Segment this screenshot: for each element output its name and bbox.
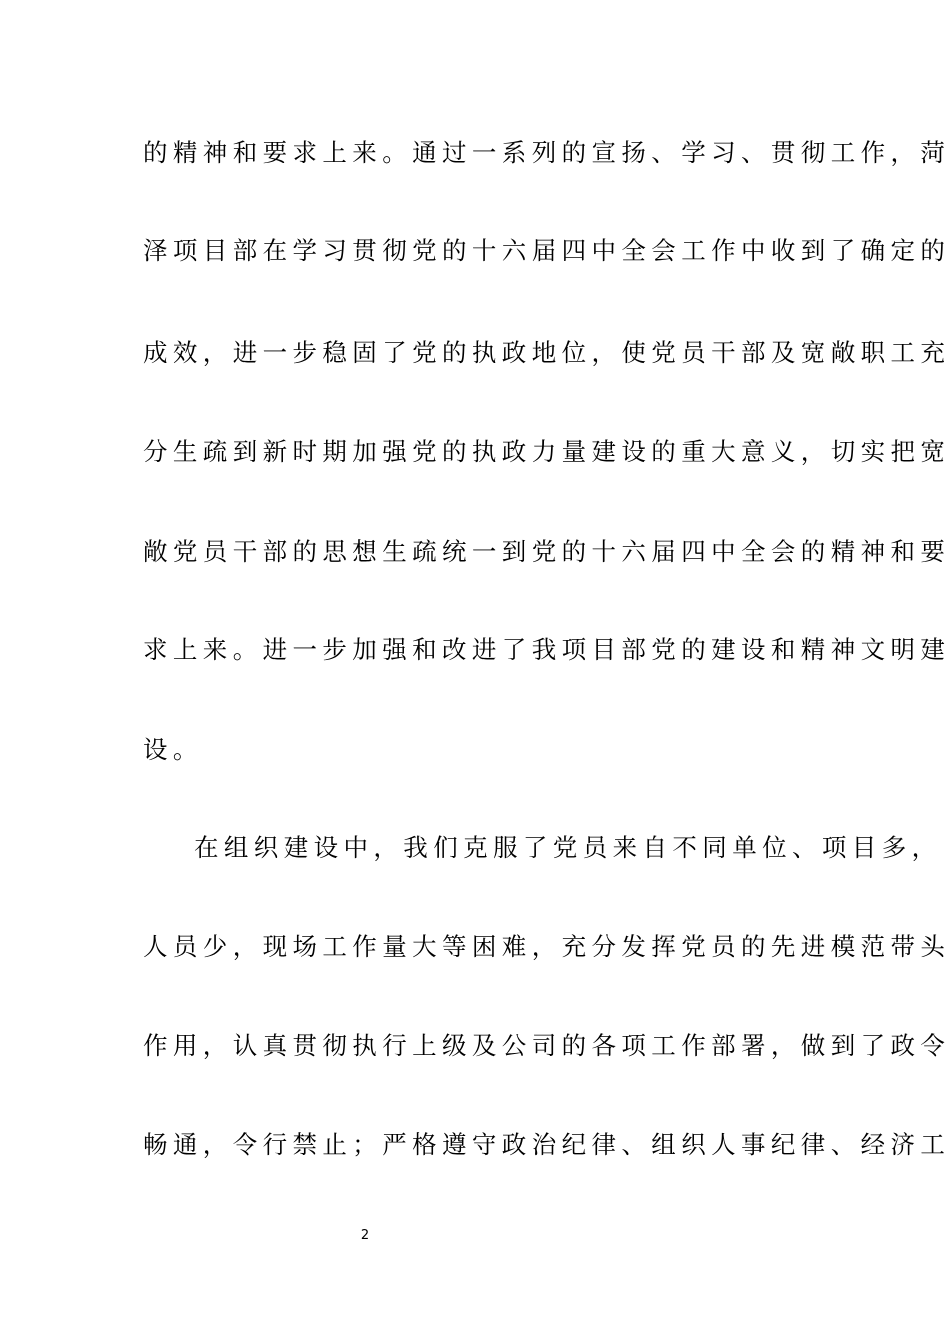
page-number: 2 <box>360 1228 370 1243</box>
text-line: 人员少，现场工作量大等困难，充分发挥党员的先进模范带头 <box>143 932 950 961</box>
text-line: 畅通，令行禁止；严格遵守政治纪律、组织人事纪律、经济工 <box>143 1130 950 1159</box>
text-line: 成效，进一步稳固了党的执政地位，使党员干部及宽敞职工充 <box>143 338 950 367</box>
text-line: 敞党员干部的思想生疏统一到党的十六届四中全会的精神和要 <box>143 537 950 566</box>
text-line: 设。 <box>143 735 203 764</box>
text-line: 的精神和要求上来。通过一系列的宣扬、学习、贯彻工作，菏 <box>143 138 950 167</box>
text-line: 作用，认真贯彻执行上级及公司的各项工作部署，做到了政令 <box>143 1031 950 1060</box>
paragraph-first-line: 在组织建设中，我们克服了党员来自不同单位、项目多， <box>194 833 942 862</box>
text-line: 泽项目部在学习贯彻党的十六届四中全会工作中收到了确定的 <box>143 236 950 265</box>
text-line: 求上来。进一步加强和改进了我项目部党的建设和精神文明建 <box>143 635 950 664</box>
text-line: 分生疏到新时期加强党的执政力量建设的重大意义，切实把宽 <box>143 437 950 466</box>
